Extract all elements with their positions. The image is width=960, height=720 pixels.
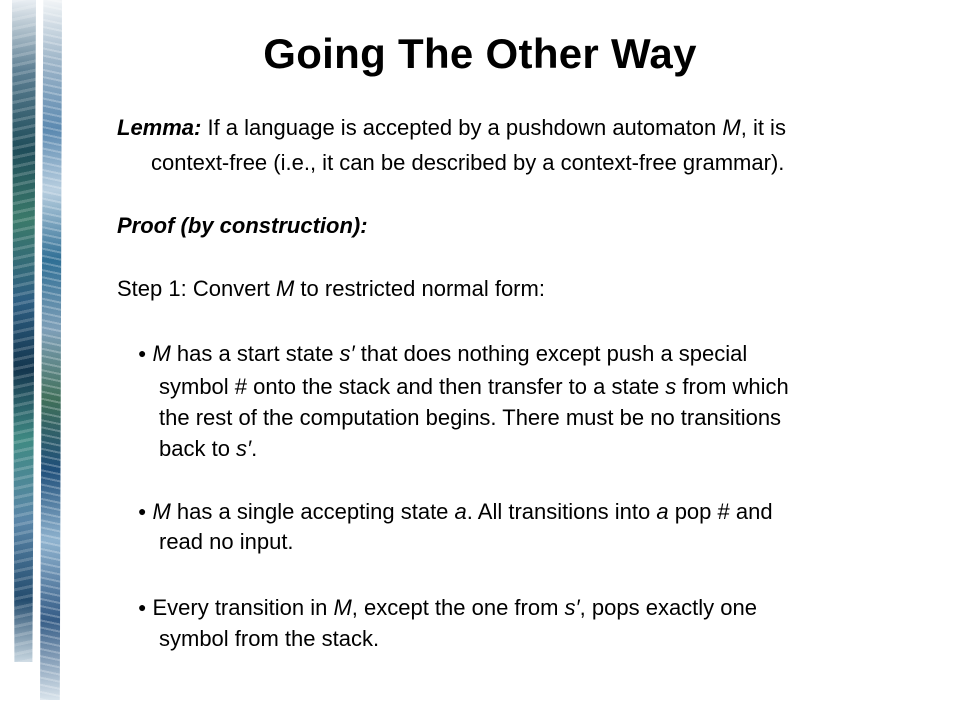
bullet3-line-1: [138, 594, 757, 621]
bullet2-text-3: pop # and: [668, 499, 773, 524]
bullet1-text-2: that does nothing except push a special: [354, 341, 748, 366]
bullet3-text-2: , except the one from: [351, 595, 565, 620]
bullet1-line-1: [138, 340, 747, 367]
bullet1-text-4: from which: [676, 374, 789, 399]
bullet1-text-1: has a start state: [170, 341, 340, 366]
bullet1-text-5: back to: [159, 436, 237, 461]
step1-m: M: [275, 276, 295, 301]
bullet1-line-4: [159, 436, 257, 462]
step1-text-1: Step 1: Convert: [117, 276, 276, 301]
bullet1-m: M: [152, 341, 171, 366]
bullet2-line-1: [138, 498, 773, 525]
bullet3-text-1: Every transition in: [152, 595, 334, 620]
lemma-line-2: context-free (i.e., it can be described by a context-free grammar).: [151, 150, 785, 175]
step1-line: [117, 276, 545, 302]
bullet1-s: s: [665, 374, 677, 399]
bullet1-text-6: .: [251, 436, 258, 461]
bullet3-line-2: symbol from the stack.: [159, 626, 380, 651]
bullet-dot-icon: ●: [138, 345, 147, 361]
decorative-strip-right: [40, 0, 62, 700]
bullet1-s-prime-2: s′: [236, 436, 252, 461]
bullet1-s-prime: s′: [339, 341, 355, 366]
bullet2-a-2: a: [656, 499, 669, 524]
step1-text-2: to restricted normal form:: [294, 276, 545, 301]
bullet3-m: M: [333, 595, 352, 620]
bullet3-s-prime: s′: [564, 595, 580, 620]
bullet1-line-3: the rest of the computation begins. There must be no transitions: [159, 405, 782, 430]
lemma-m: M: [722, 115, 741, 140]
bullet1-text-3: symbol # onto the stack and then transfer to a state: [159, 374, 666, 399]
bullet1-line-2: [159, 374, 789, 400]
bullet2-a: a: [454, 499, 467, 524]
slide-title: Going The Other Way: [263, 30, 697, 77]
lemma-label: Lemma:: [117, 115, 202, 140]
bullet2-text-1: has a single accepting state: [170, 499, 455, 524]
bullet-dot-icon: ●: [138, 599, 147, 615]
proof-label: Proof (by construction):: [117, 213, 368, 238]
bullet3-text-3: , pops exactly one: [579, 595, 758, 620]
bullet2-text-2: . All transitions into: [466, 499, 657, 524]
lemma-text-1: If a language is accepted by a pushdown automaton: [201, 115, 723, 140]
decorative-strip-left: [12, 0, 36, 662]
lemma-line-1: [117, 115, 786, 141]
bullet2-m: M: [152, 499, 171, 524]
bullet2-line-2: read no input.: [159, 529, 294, 554]
bullet-dot-icon: ●: [138, 503, 147, 519]
lemma-text-2: , it is: [740, 115, 786, 140]
